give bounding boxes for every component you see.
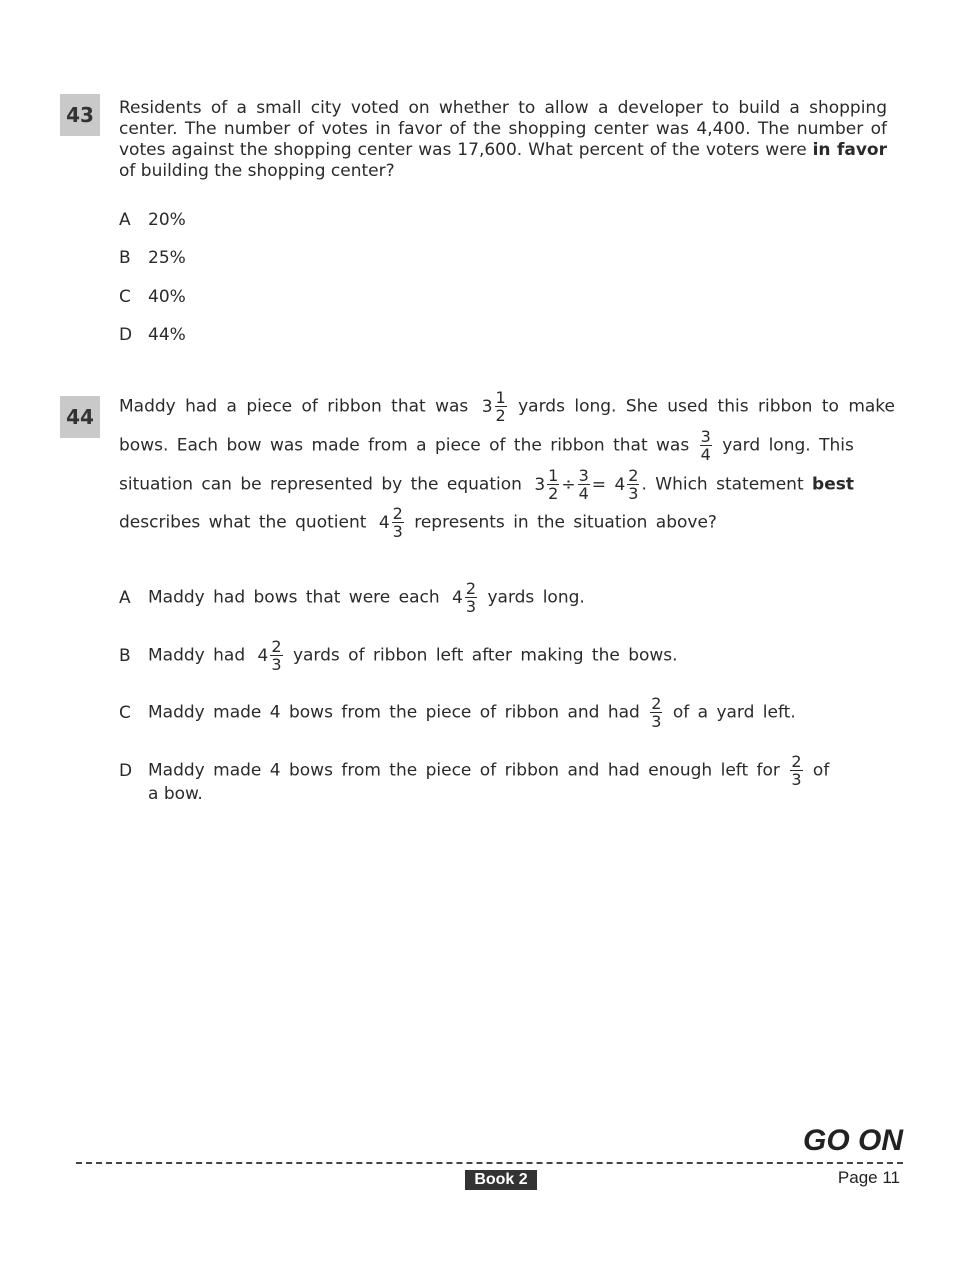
stem-text: bows. Each bow was made from a piece of the ribbon that was (119, 435, 690, 456)
question-number-44: 44 (60, 396, 100, 438)
mixed-whole: 4 (378, 512, 390, 533)
choice-text: 25% (148, 248, 186, 268)
q44-choice-c[interactable] (119, 695, 796, 730)
choice-letter: B (119, 248, 131, 268)
choice-text: Maddy had bows that were each (148, 587, 440, 608)
equation: 3 $\frac{1}{2}$ ÷ $\frac{3}{4}$ = 4 $\frac{2}{3}$ (534, 466, 639, 503)
choice-text: 40% (148, 287, 186, 307)
stem-text: Residents of a small city voted on whether to allow a developer to build a shopping center. The number of votes in favor of the shopping center was 4,400. The number of votes against the shopping center was 17,600. What percent of the voters were (119, 98, 887, 160)
choice-letter: B (119, 645, 131, 666)
stem-text: describes what the quotient (119, 512, 367, 533)
q43-choice-c[interactable] (119, 287, 186, 308)
choice-letter: C (119, 287, 131, 307)
fraction-two-thirds: $\frac{2}{3}$ (651, 694, 662, 731)
stem-text-end: of building the shopping center? (119, 161, 395, 181)
choice-letter: C (119, 702, 131, 723)
q44-line-2 (119, 428, 854, 463)
stem-emphasis: best (812, 474, 854, 495)
q44-choice-d-continued (148, 784, 203, 805)
footer-divider (76, 1162, 903, 1164)
q44-choice-a[interactable]: A Maddy had bows that were each 4 $\frac{2}{3}$ yards long. (119, 579, 585, 616)
stem-text: yards long. She used this ribbon to make (518, 396, 895, 417)
fraction-two-thirds: $\frac{2}{3}$ (392, 504, 403, 541)
choice-letter: A (119, 587, 131, 608)
q44-line-4 (119, 505, 717, 540)
choice-letter: D (119, 760, 133, 781)
q43-choice-a[interactable] (119, 210, 186, 231)
choice-text: of a yard left. (672, 702, 796, 723)
book-badge: Book 2 (465, 1170, 537, 1190)
go-on-label: GO ON (802, 1124, 903, 1157)
choice-text: Maddy made 4 bows from the piece of ribbon and had enough left for (148, 760, 780, 781)
page-number: Page 11 (837, 1168, 900, 1187)
q44-line-1 (119, 389, 895, 424)
choice-letter: A (119, 210, 131, 230)
choice-text: 20% (148, 210, 186, 230)
mixed-whole: 3 (481, 396, 493, 417)
question-43-stem (119, 98, 887, 182)
fraction-two-thirds: $\frac{2}{3}$ (271, 637, 282, 674)
choice-text: yards long. (487, 587, 585, 608)
q43-choice-b[interactable] (119, 248, 186, 269)
choice-text: a bow. (148, 784, 203, 804)
choice-text: 44% (148, 325, 186, 345)
q44-line-3 (119, 467, 854, 502)
choice-letter: D (119, 325, 133, 345)
stem-text: Maddy had a piece of ribbon that was (119, 396, 469, 417)
stem-text: . Which statement (641, 474, 804, 495)
stem-emphasis: in favor (812, 140, 887, 160)
choice-text: Maddy had (148, 645, 246, 666)
fraction-two-thirds: $\frac{2}{3}$ (465, 579, 477, 616)
q44-choice-b[interactable]: B Maddy had 4 $\frac{2}{3}$ yards of ribbon left after making the bows. (119, 637, 678, 674)
choice-text: Maddy made 4 bows from the piece of ribbon and had (148, 702, 640, 723)
fraction-two-thirds: $\frac{2}{3}$ (791, 752, 802, 789)
stem-text: yard long. This (722, 435, 854, 456)
q44-choice-d[interactable] (119, 753, 829, 788)
choice-text: yards of ribbon left after making the bows. (292, 645, 678, 666)
q43-choice-d[interactable] (119, 325, 186, 346)
stem-text: represents in the situation above? (414, 512, 717, 533)
stem-text: situation can be represented by the equation (119, 474, 522, 495)
fraction-one-half: $\frac{1}{2}$ (495, 388, 506, 425)
choice-text: of (812, 760, 830, 781)
question-number-43: 43 (60, 94, 100, 136)
fraction-three-quarters: $\frac{3}{4}$ (700, 427, 711, 464)
